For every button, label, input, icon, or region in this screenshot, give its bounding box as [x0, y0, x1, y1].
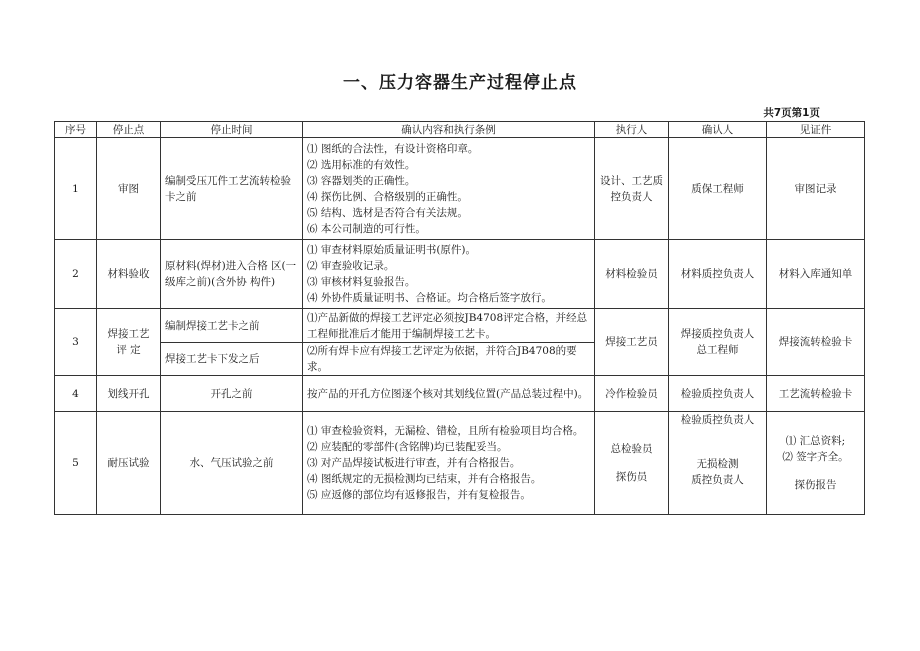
content-line: ⑷ 外协件质量证明书、合格证。均合格后签字放行。 [307, 292, 552, 304]
content-line: ⑴ 图纸的合法性，有设计资格印章。 [307, 142, 479, 155]
row-evidence: 焊接流转检验卡 [767, 309, 865, 376]
table-row [55, 138, 865, 240]
table-row [55, 376, 865, 412]
stop-time-text: 编制受压兀件工艺流转检验卡之前 [165, 174, 291, 203]
confirmer-line: 质控负责人 [691, 474, 744, 486]
header-stop-time: 停止时间 [161, 122, 303, 138]
content-line: ⑵ 选用标准的有效性。 [307, 158, 416, 171]
row-stop-point: 审图 [97, 138, 161, 240]
stop-point-text: 焊接工艺 评 定 [107, 328, 150, 356]
executor-line: 探伤员 [615, 471, 648, 483]
spacer [599, 457, 664, 469]
row-executor: 材料检验员 [595, 240, 669, 309]
row-stop-point: 耐压试验 [97, 412, 161, 515]
table-row [55, 309, 865, 343]
content-text: 按产品的开孔方位图逐个核对其划线位置(产品总装过程中)。 [307, 387, 589, 400]
row-stop-time [161, 240, 303, 309]
row-confirmer: 质保工程师 [669, 138, 767, 240]
row-content [303, 240, 595, 309]
content-line: ⑶ 容器划类的正确性。 [307, 174, 416, 187]
content-line: ⑹ 本公司制造的可行性。 [307, 222, 426, 235]
row-executor [595, 412, 669, 515]
stop-points-table [54, 121, 865, 515]
row-stop-point: 材料验收 [97, 240, 161, 309]
row-stop-time: 开孔之前 [161, 376, 303, 412]
row-evidence: 审图记录 [767, 138, 865, 240]
page-title: 一、压力容器生产过程停止点 [343, 73, 577, 93]
row-confirmer [669, 412, 767, 515]
row-no: 4 [55, 376, 97, 412]
row-executor: 设计、工艺质控负责人 [595, 138, 669, 240]
evidence-line: ⑴ 汇总资料; [785, 435, 846, 447]
table-row [55, 412, 865, 515]
evidence-line: 探伤报告 [794, 479, 837, 491]
content-line: ⑷ 图纸规定的无损检测均已结束，并有合格报告。 [307, 473, 542, 485]
content-line: ⑵ 审查验收记录。 [307, 260, 395, 272]
row-executor: 焊接工艺员 [595, 309, 669, 376]
row-confirmer: 检验质控负责人 [669, 376, 767, 412]
header-confirmer: 确认人 [669, 122, 767, 138]
row-confirmer [669, 309, 767, 376]
spacer [673, 428, 762, 456]
header-executor: 执行人 [595, 122, 669, 138]
row-stop-point: 划线开孔 [97, 376, 161, 412]
header-stop-point: 停止点 [97, 122, 161, 138]
row-executor: 冷作检验员 [595, 376, 669, 412]
page-number-info: 共7页第1页 [763, 107, 820, 119]
content-line: ⑴ 审查材料原始质量证明书(原件)。 [307, 244, 477, 256]
row-evidence: 工艺流转检验卡 [767, 376, 865, 412]
row-content-b [303, 343, 595, 376]
content-line: ⑸ 应返修的部位均有返修报告，并有复检报告。 [307, 489, 531, 501]
row-content-a [303, 309, 595, 343]
row-evidence [767, 412, 865, 515]
row-no: 2 [55, 240, 97, 309]
row-content [303, 138, 595, 240]
confirmer-line: 检验质控负责人 [680, 414, 755, 426]
confirmer-line: 焊接质控负责人 [680, 328, 755, 340]
row-stop-point [97, 309, 161, 376]
row-no: 3 [55, 309, 97, 376]
content-line: ⑸ 结构、选材是否符合有关法规。 [307, 206, 468, 219]
confirmer-line: 总工程师 [696, 344, 739, 356]
content-line: ⑶ 审核材料复验报告。 [307, 276, 416, 288]
table-header-row [55, 122, 865, 138]
content-text: ⑴产品新做的焊接工艺评定必须按JB4708评定合格，并经总工程师批准后才能用于编制焊接工艺卡。 [307, 311, 588, 340]
row-no: 1 [55, 138, 97, 240]
content-line: ⑷ 探伤比例、合格级别的正确性。 [307, 190, 468, 203]
spacer [771, 465, 860, 477]
header-content: 确认内容和执行条例 [303, 122, 595, 138]
row-stop-time-b: 焊接工艺卡下发之后 [161, 343, 303, 376]
content-text: ⑵所有焊卡应有焊接工艺评定为依据，并符合JB4708的要求。 [307, 345, 577, 373]
evidence-line: ⑵ 签字齐全。 [782, 451, 849, 463]
row-stop-time-a: 编制焊接工艺卡之前 [161, 309, 303, 343]
row-stop-time: 水、气压试验之前 [161, 412, 303, 515]
content-line: ⑴ 审查检验资料，无漏检、错检，且所有检验项目均合格。 [307, 425, 584, 437]
content-line: ⑵ 应装配的零部件(含铭牌)均已装配妥当。 [307, 441, 508, 453]
row-content [303, 412, 595, 515]
row-no: 5 [55, 412, 97, 515]
row-content [303, 376, 595, 412]
header-no: 序号 [55, 122, 97, 138]
table-row [55, 240, 865, 309]
confirmer-line: 无损检测 [696, 458, 739, 470]
content-line: ⑶ 对产品焊接试板进行审查，并有合格报告。 [307, 457, 521, 469]
stop-time-text: 原材料(焊材)进入合格 区(一级库之前)(含外协 构件) [165, 260, 297, 288]
row-confirmer: 材料质控负责人 [669, 240, 767, 309]
header-evidence: 见证件 [767, 122, 865, 138]
row-evidence: 材料入库通知单 [767, 240, 865, 309]
row-stop-time [161, 138, 303, 240]
executor-line: 总检验员 [610, 443, 653, 455]
